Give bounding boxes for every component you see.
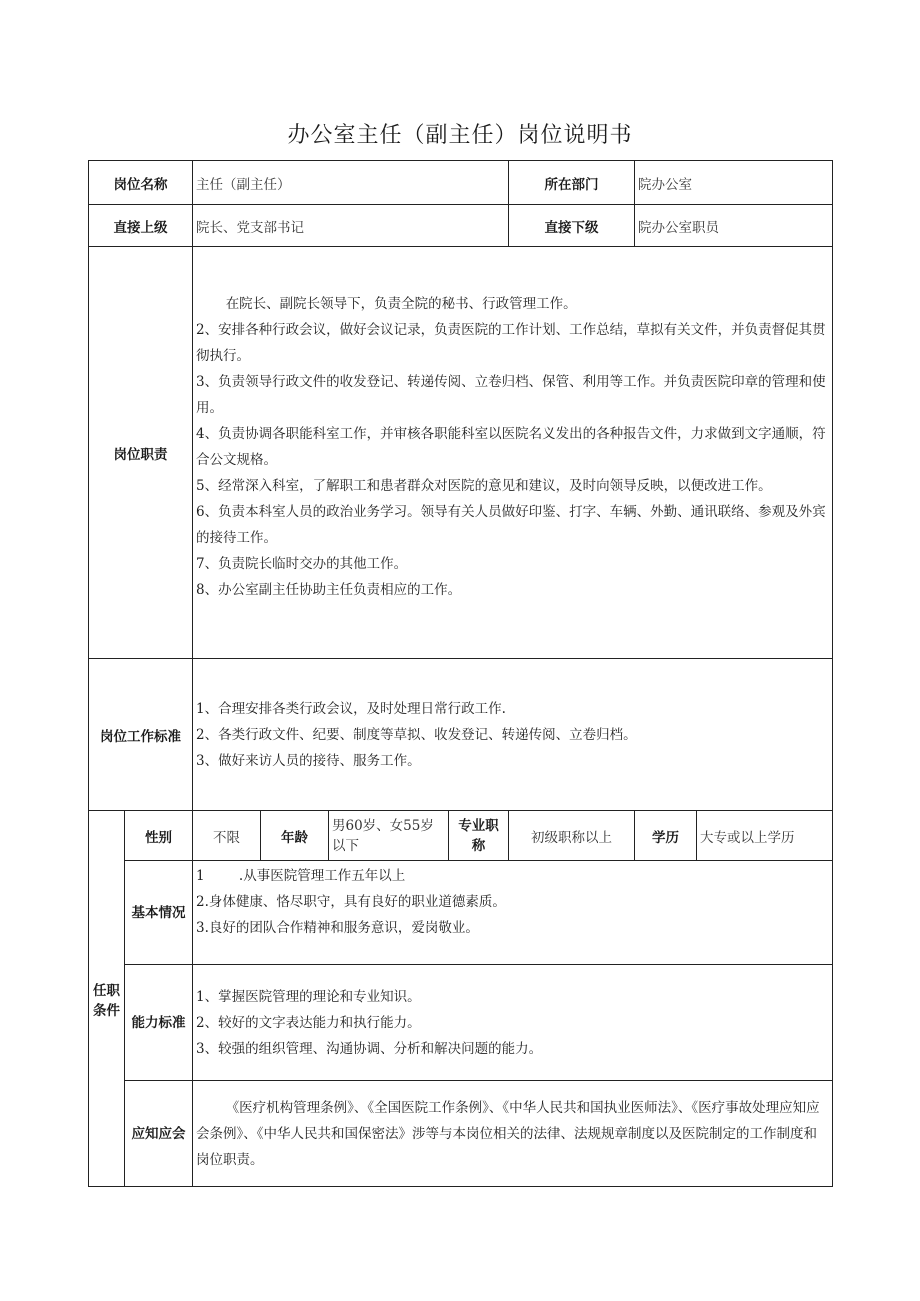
row-position-name	[89, 161, 833, 205]
education-value: 大专或以上学历	[697, 811, 833, 861]
document-title: 办公室主任（副主任）岗位说明书	[287, 123, 633, 148]
duty-item: 3、负责领导行政文件的收发登记、转递传阅、立卷归档、保管、利用等工作。并负责医院印章的管理和使用。	[196, 374, 826, 416]
duties-content	[193, 247, 833, 659]
subordinate-label: 直接下级	[509, 205, 635, 247]
duty-item: 4、负责协调各职能科室工作，并审核各职能科室以医院名义发出的各种报告文件，力求做到文字通顺，符合公文规格。	[196, 426, 826, 468]
ability-content	[193, 965, 833, 1081]
gender-value: 不限	[193, 811, 261, 861]
age-label: 年龄	[261, 811, 329, 861]
duty-item: 在院长、副院长领导下，负责全院的秘书、行政管理工作。	[225, 296, 577, 312]
row-standards	[89, 659, 833, 811]
basic-situation-label: 基本情况	[125, 861, 193, 965]
basic-item: 2.身体健康、恪尽职守，具有良好的职业道德素质。	[196, 894, 506, 910]
subordinate-value: 院办公室职员	[635, 205, 833, 247]
superior-label: 直接上级	[89, 205, 193, 247]
ability-item: 3、较强的组织管理、沟通协调、分析和解决问题的能力。	[196, 1040, 543, 1057]
age-value: 男60岁、女55岁以下	[329, 811, 449, 861]
row-superior	[89, 205, 833, 247]
basic-item: 1 .从事医院管理工作五年以上	[196, 868, 406, 884]
duty-item: 7、负责院长临时交办的其他工作。	[196, 556, 408, 572]
standard-item: 2、各类行政文件、纪要、制度等草拟、收发登记、转递传阅、立卷归档。	[196, 726, 637, 743]
ability-item: 2、较好的文字表达能力和执行能力。	[196, 1014, 421, 1031]
basic-item: 3.良好的团队合作精神和服务意识，爱岗敬业。	[196, 920, 479, 936]
row-duties	[89, 247, 833, 659]
position-name-value: 主任（副主任）	[193, 161, 509, 205]
title-requirement-label: 专业职称	[449, 811, 509, 861]
duty-item: 8、办公室副主任协助主任负责相应的工作。	[196, 582, 462, 598]
position-name-label: 岗位名称	[89, 161, 193, 205]
gender-label: 性别	[125, 811, 193, 861]
department-value: 院办公室	[635, 161, 833, 205]
title-requirement-value: 初级职称以上	[509, 811, 635, 861]
standards-content	[193, 659, 833, 811]
row-basic-requirements	[89, 811, 833, 861]
standard-item: 3、做好来访人员的接待、服务工作。	[196, 752, 421, 769]
row-knowledge	[89, 1081, 833, 1187]
row-ability	[89, 965, 833, 1081]
duty-item: 2、安排各种行政会议，做好会议记录，负责医院的工作计划、工作总结，草拟有关文件，并负责督促其贯彻执行。	[196, 322, 826, 364]
basic-situation-content	[193, 861, 833, 965]
standard-item: 1、合理安排各类行政会议，及时处理日常行政工作.	[196, 700, 506, 717]
duties-label: 岗位职责	[89, 247, 193, 659]
education-label: 学历	[635, 811, 697, 861]
ability-label: 能力标准	[125, 965, 193, 1081]
department-label: 所在部门	[509, 161, 635, 205]
knowledge-label: 应知应会	[125, 1081, 193, 1187]
row-basic-situation	[89, 861, 833, 965]
knowledge-text: 《医疗机构管理条例》、《全国医院工作条例》、《中华人民共和国执业医师法》、《医疗事故处理应知应会条例》、《中华人民共和国保密法》涉等与本岗位相关的法律、法规规章制度以及医院制定的工作制度和岗位职责。	[196, 1099, 820, 1168]
duty-item: 6、负责本科室人员的政治业务学习。领导有关人员做好印鉴、打字、车辆、外勤、通讯联络、参观及外宾的接待工作。	[196, 504, 826, 546]
standards-label: 岗位工作标准	[89, 659, 193, 811]
knowledge-content	[193, 1081, 833, 1187]
superior-value: 院长、党支部书记	[193, 205, 509, 247]
ability-item: 1、掌握医院管理的理论和专业知识。	[196, 988, 421, 1005]
job-description-table	[88, 160, 833, 1187]
duty-item: 5、经常深入科室，了解职工和患者群众对医院的意见和建议，及时向领导反映，以便改进工作。	[196, 478, 772, 494]
qualifications-label: 任职条件	[89, 811, 125, 1187]
